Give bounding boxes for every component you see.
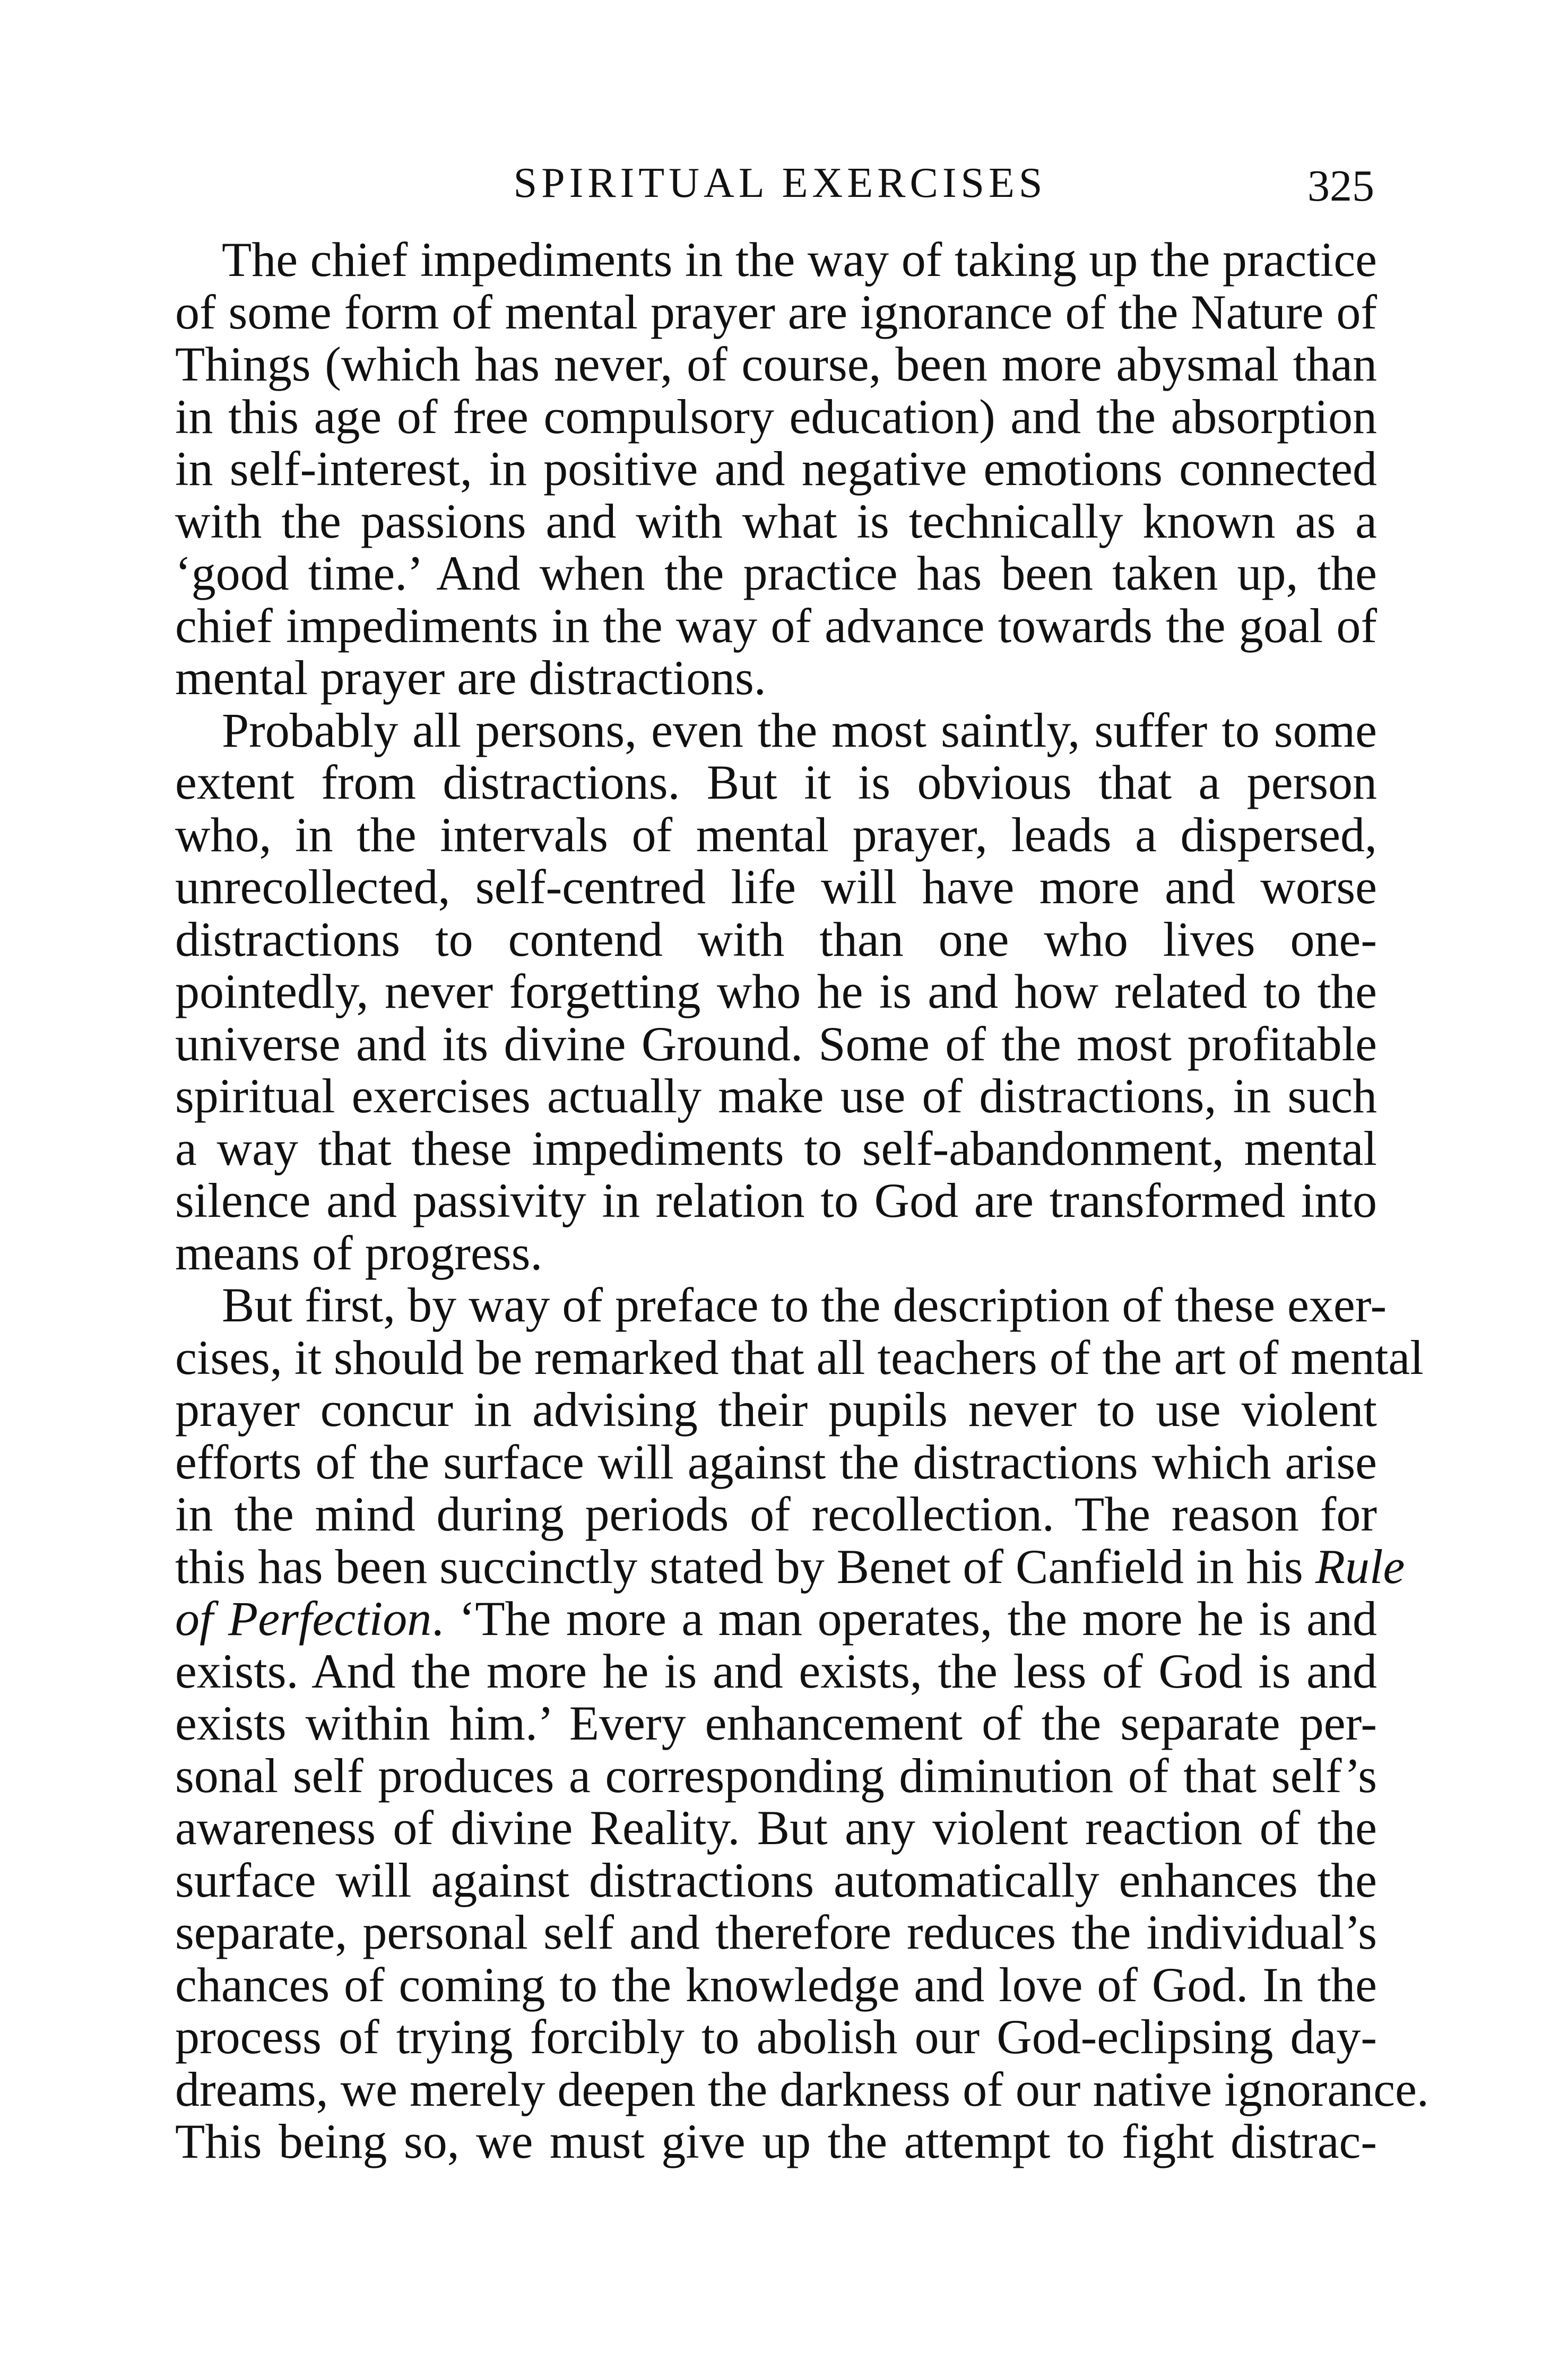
text-line: The chief impediments in the way of taking up the practice <box>222 232 1377 287</box>
text-line: mental prayer are distractions. <box>175 651 766 705</box>
text-line: ‘good time.’ And when the practice has been taken up, the <box>175 546 1377 600</box>
text-line: spiritual exercises actually make use of distractions, in such <box>175 1069 1377 1123</box>
text-line: in self-interest, in positive and negative emotions connected <box>175 442 1377 496</box>
text-line: exists. And the more he is and exists, the less of God is and <box>175 1644 1377 1698</box>
text-line: separate, personal self and therefore reduces the individual’s <box>175 1905 1377 1959</box>
text-line: But first, by way of preface to the description of these exer- <box>222 1278 1387 1332</box>
text-line: chances of coming to the knowledge and love of God. In the <box>175 1957 1377 2012</box>
book-title-italic: of Perfection <box>175 1591 432 1646</box>
running-head <box>186 154 1374 218</box>
text-line: surface will against distractions automatically enhances the <box>175 1853 1377 1907</box>
text-line: This being so, we must give up the attempt to fight distrac- <box>175 2114 1377 2168</box>
text-line: of Perfection. ‘The more a man operates, the more he is and <box>175 1591 1377 1646</box>
text-line: efforts of the surface will against the distractions which arise <box>175 1434 1377 1489</box>
text-line: chief impediments in the way of advance towards the goal of <box>175 598 1377 653</box>
text-line: of some form of mental prayer are ignorance of the Nature of <box>175 284 1377 339</box>
running-title: SPIRITUAL EXERCISES <box>513 160 1047 206</box>
text-line: in this age of free compulsory education) and the absorption <box>175 389 1377 444</box>
text-line: Things (which has never, of course, been more abysmal than <box>175 337 1377 391</box>
text-line: distractions to contend with than one who lives one- <box>175 912 1377 966</box>
text-line: cises, it should be remarked that all teachers of the art of mental <box>175 1330 1424 1385</box>
text-line: silence and passivity in relation to God are transformed into <box>175 1173 1377 1227</box>
body-text <box>175 232 1429 2168</box>
text-line: in the mind during periods of recollection. The reason for <box>175 1487 1377 1541</box>
text-line: pointedly, never forgetting who he is and how related to the <box>175 964 1377 1018</box>
page-number: 325 <box>1307 161 1374 211</box>
text-line: process of trying forcibly to abolish our God-eclipsing day- <box>175 2010 1377 2064</box>
text-line: prayer concur in advising their pupils never to use violent <box>175 1382 1377 1437</box>
text-line: extent from distractions. But it is obvious that a person <box>175 755 1377 809</box>
book-title-italic: Rule <box>1315 1539 1405 1594</box>
text-line: unrecollected, self-centred life will have more and worse <box>175 860 1377 914</box>
text-line: awareness of divine Reality. But any violent reaction of the <box>175 1801 1377 1855</box>
text-line: universe and its divine Ground. Some of the most profitable <box>175 1016 1377 1071</box>
text-line: means of progress. <box>175 1225 543 1280</box>
text-line: dreams, we merely deepen the darkness of our native ignorance. <box>175 2062 1429 2116</box>
text-line: with the passions and with what is technically known as a <box>175 494 1377 548</box>
text-line: exists within him.’ Every enhancement of the separate per- <box>175 1696 1377 1750</box>
text-line: this has been succinctly stated by Benet of Canfield in his Rule <box>175 1539 1405 1594</box>
text-line: Probably all persons, even the most saintly, suffer to some <box>222 703 1377 757</box>
text-line: a way that these impediments to self-abandonment, mental <box>175 1121 1377 1175</box>
text-line: who, in the intervals of mental prayer, leads a dispersed, <box>175 807 1377 862</box>
text-line: sonal self produces a corresponding diminution of that self’s <box>175 1748 1377 1803</box>
